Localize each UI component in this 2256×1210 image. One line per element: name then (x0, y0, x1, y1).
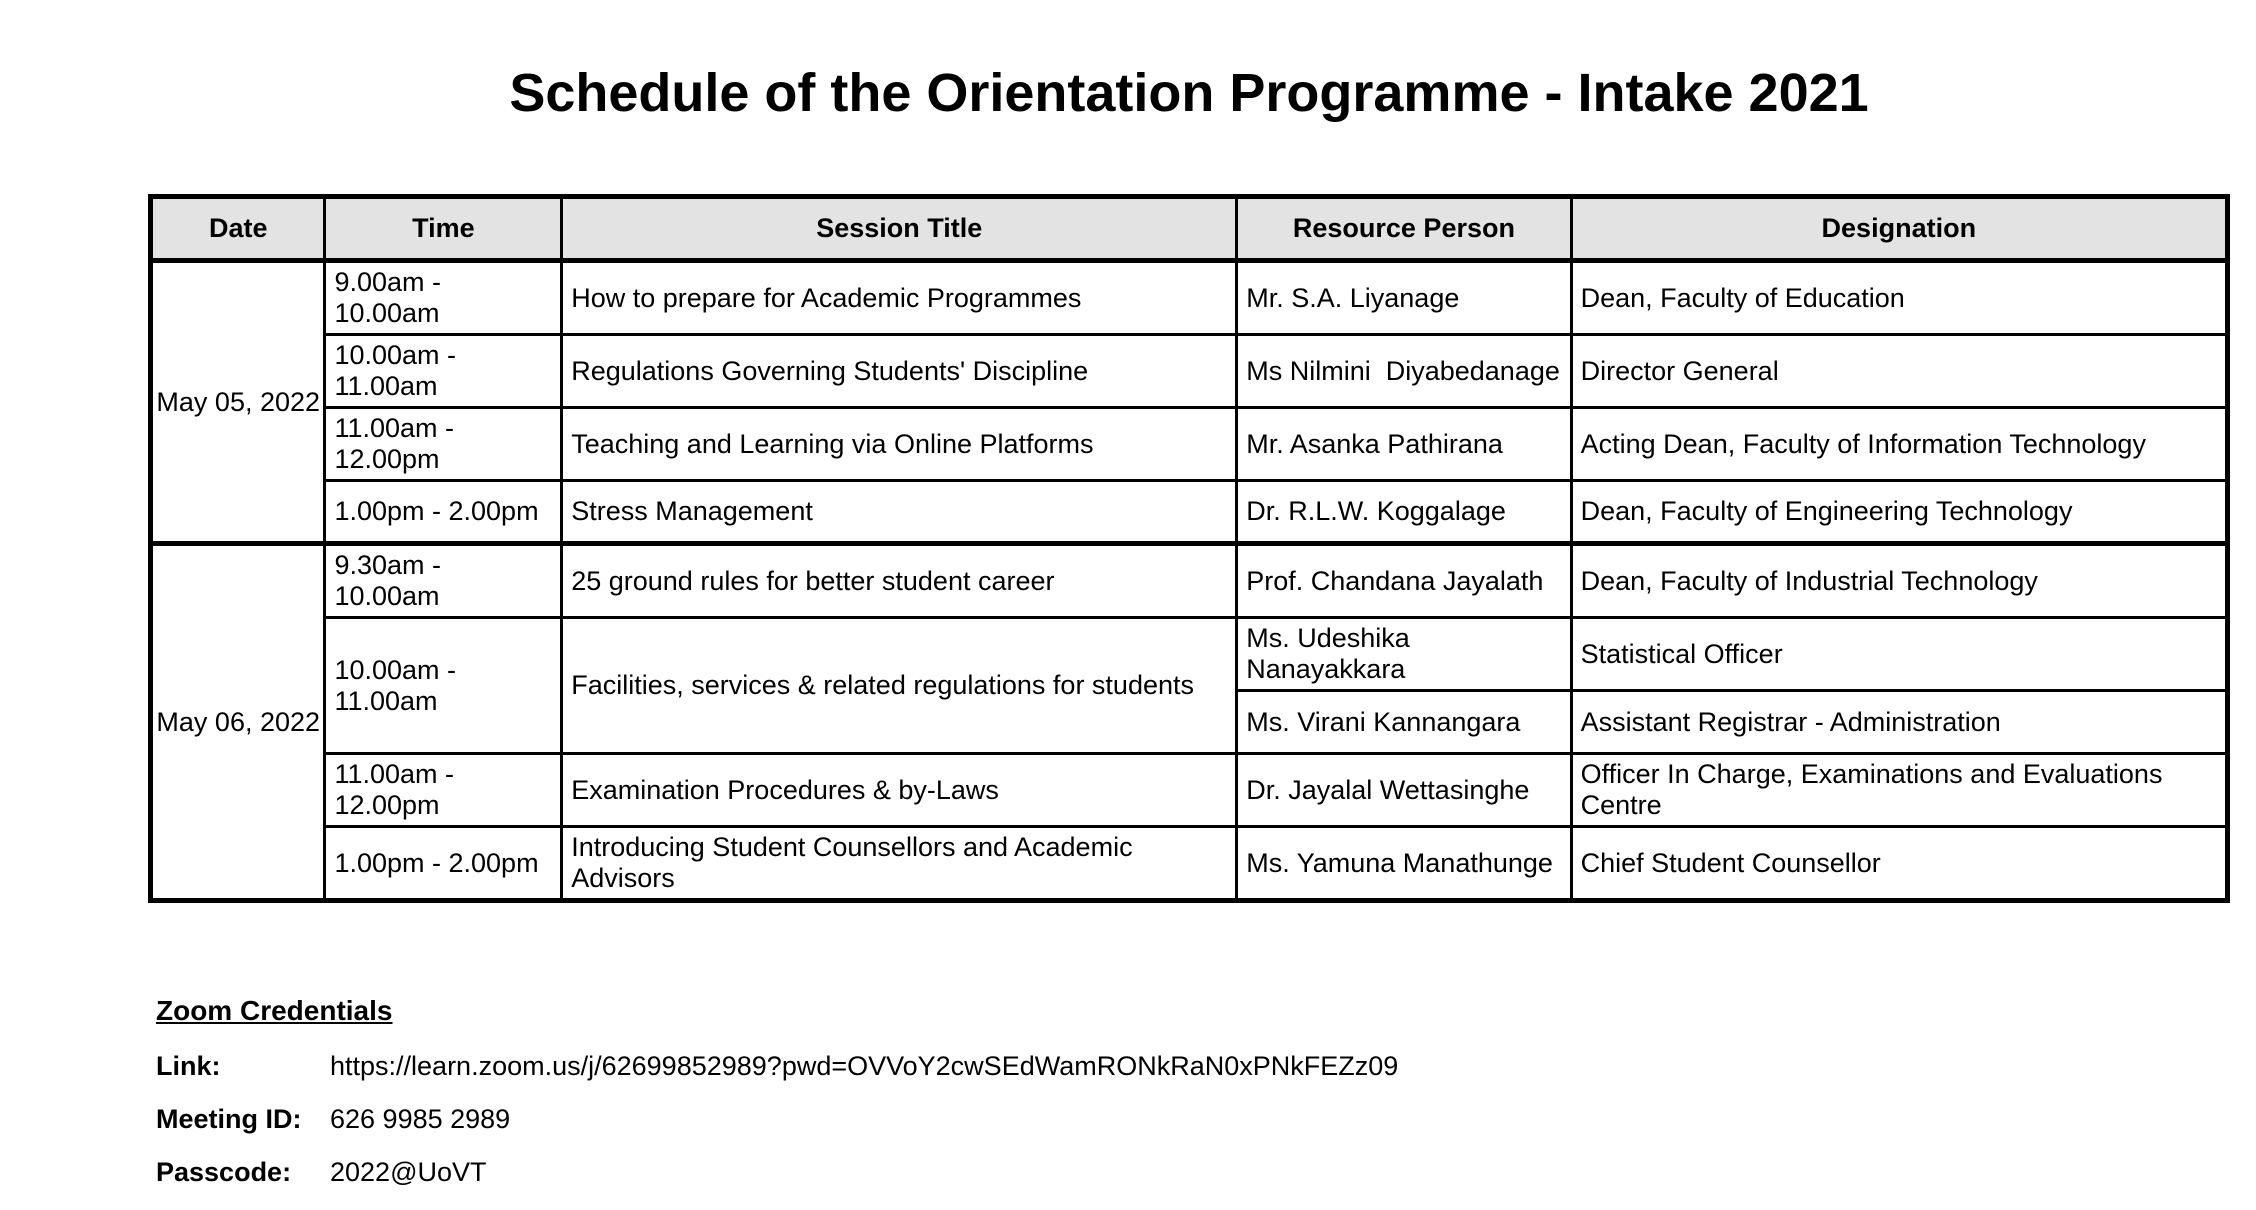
table-row (151, 408, 2228, 481)
zoom-link-row (156, 1053, 2230, 1080)
cell-resource-person: Ms Nilmini Diyabedanage (1237, 335, 1571, 408)
cell-resource-person: Ms. Virani Kannangara (1237, 691, 1571, 754)
table-header-row (151, 197, 2228, 261)
table-row (151, 618, 2228, 691)
cell-session-title: How to prepare for Academic Programmes (562, 261, 1237, 335)
passcode-value: 2022@UoVT (330, 1157, 487, 1187)
meeting-id-label: Meeting ID: (156, 1104, 302, 1134)
cell-date: May 05, 2022 (151, 261, 325, 544)
cell-time: 9.00am - 10.00am (325, 261, 562, 335)
cell-time: 1.00pm - 2.00pm (325, 481, 562, 544)
cell-session-title: Stress Management (562, 481, 1237, 544)
cell-session-title: Regulations Governing Students' Discipline (562, 335, 1237, 408)
cell-session-title: Facilities, services & related regulations for students (562, 618, 1237, 754)
cell-resource-person: Mr. Asanka Pathirana (1237, 408, 1571, 481)
zoom-credentials-heading: Zoom Credentials (156, 995, 393, 1026)
page-title: Schedule of the Orientation Programme - Intake 2021 (509, 63, 1869, 123)
cell-session-title: Teaching and Learning via Online Platforms (562, 408, 1237, 481)
cell-resource-person: Mr. S.A. Liyanage (1237, 261, 1571, 335)
cell-time: 10.00am - 11.00am (325, 618, 562, 754)
cell-designation: Assistant Registrar - Administration (1571, 691, 2227, 754)
cell-time: 1.00pm - 2.00pm (325, 827, 562, 901)
table-row (151, 335, 2228, 408)
cell-designation: Dean, Faculty of Education (1571, 261, 2227, 335)
zoom-link-label: Link: (156, 1051, 221, 1081)
cell-date: May 06, 2022 (151, 544, 325, 901)
cell-time: 9.30am - 10.00am (325, 544, 562, 618)
cell-resource-person: Prof. Chandana Jayalath (1237, 544, 1571, 618)
document-page (148, 0, 2230, 1186)
cell-designation: Chief Student Counsellor (1571, 827, 2227, 901)
column-header-resource-person: Resource Person (1237, 197, 1571, 261)
column-header-session-title: Session Title (562, 197, 1237, 261)
cell-time: 10.00am - 11.00am (325, 335, 562, 408)
table-row (151, 481, 2228, 544)
cell-session-title: Introducing Student Counsellors and Academic Advisors (562, 827, 1237, 901)
passcode-label: Passcode: (156, 1157, 292, 1187)
table-row (151, 754, 2228, 827)
cell-resource-person: Dr. Jayalal Wettasinghe (1237, 754, 1571, 827)
cell-resource-person: Dr. R.L.W. Koggalage (1237, 481, 1571, 544)
cell-designation: Officer In Charge, Examinations and Evaluations Centre (1571, 754, 2227, 827)
cell-resource-person: Ms. Yamuna Manathunge (1237, 827, 1571, 901)
cell-designation: Acting Dean, Faculty of Information Technology (1571, 408, 2227, 481)
meeting-id-value: 626 9985 2989 (330, 1104, 511, 1134)
table-row (151, 827, 2228, 901)
cell-resource-person: Ms. Udeshika Nanayakkara (1237, 618, 1571, 691)
column-header-time: Time (325, 197, 562, 261)
schedule-table (148, 194, 2230, 903)
table-row (151, 544, 2228, 618)
zoom-credentials-section (148, 995, 2230, 1186)
passcode-row (156, 1159, 2230, 1186)
cell-designation: Dean, Faculty of Engineering Technology (1571, 481, 2227, 544)
meeting-id-row (156, 1106, 2230, 1133)
zoom-link-url[interactable]: https://learn.zoom.us/j/62699852989?pwd=OVVoY2cwSEdWamRONkRaN0xPNkFEZz09 (330, 1051, 1399, 1081)
cell-designation: Statistical Officer (1571, 618, 2227, 691)
cell-session-title: Examination Procedures & by-Laws (562, 754, 1237, 827)
column-header-date: Date (151, 197, 325, 261)
cell-designation: Director General (1571, 335, 2227, 408)
column-header-designation: Designation (1571, 197, 2227, 261)
table-row (151, 261, 2228, 335)
cell-time: 11.00am - 12.00pm (325, 408, 562, 481)
cell-session-title: 25 ground rules for better student career (562, 544, 1237, 618)
cell-time: 11.00am - 12.00pm (325, 754, 562, 827)
cell-designation: Dean, Faculty of Industrial Technology (1571, 544, 2227, 618)
